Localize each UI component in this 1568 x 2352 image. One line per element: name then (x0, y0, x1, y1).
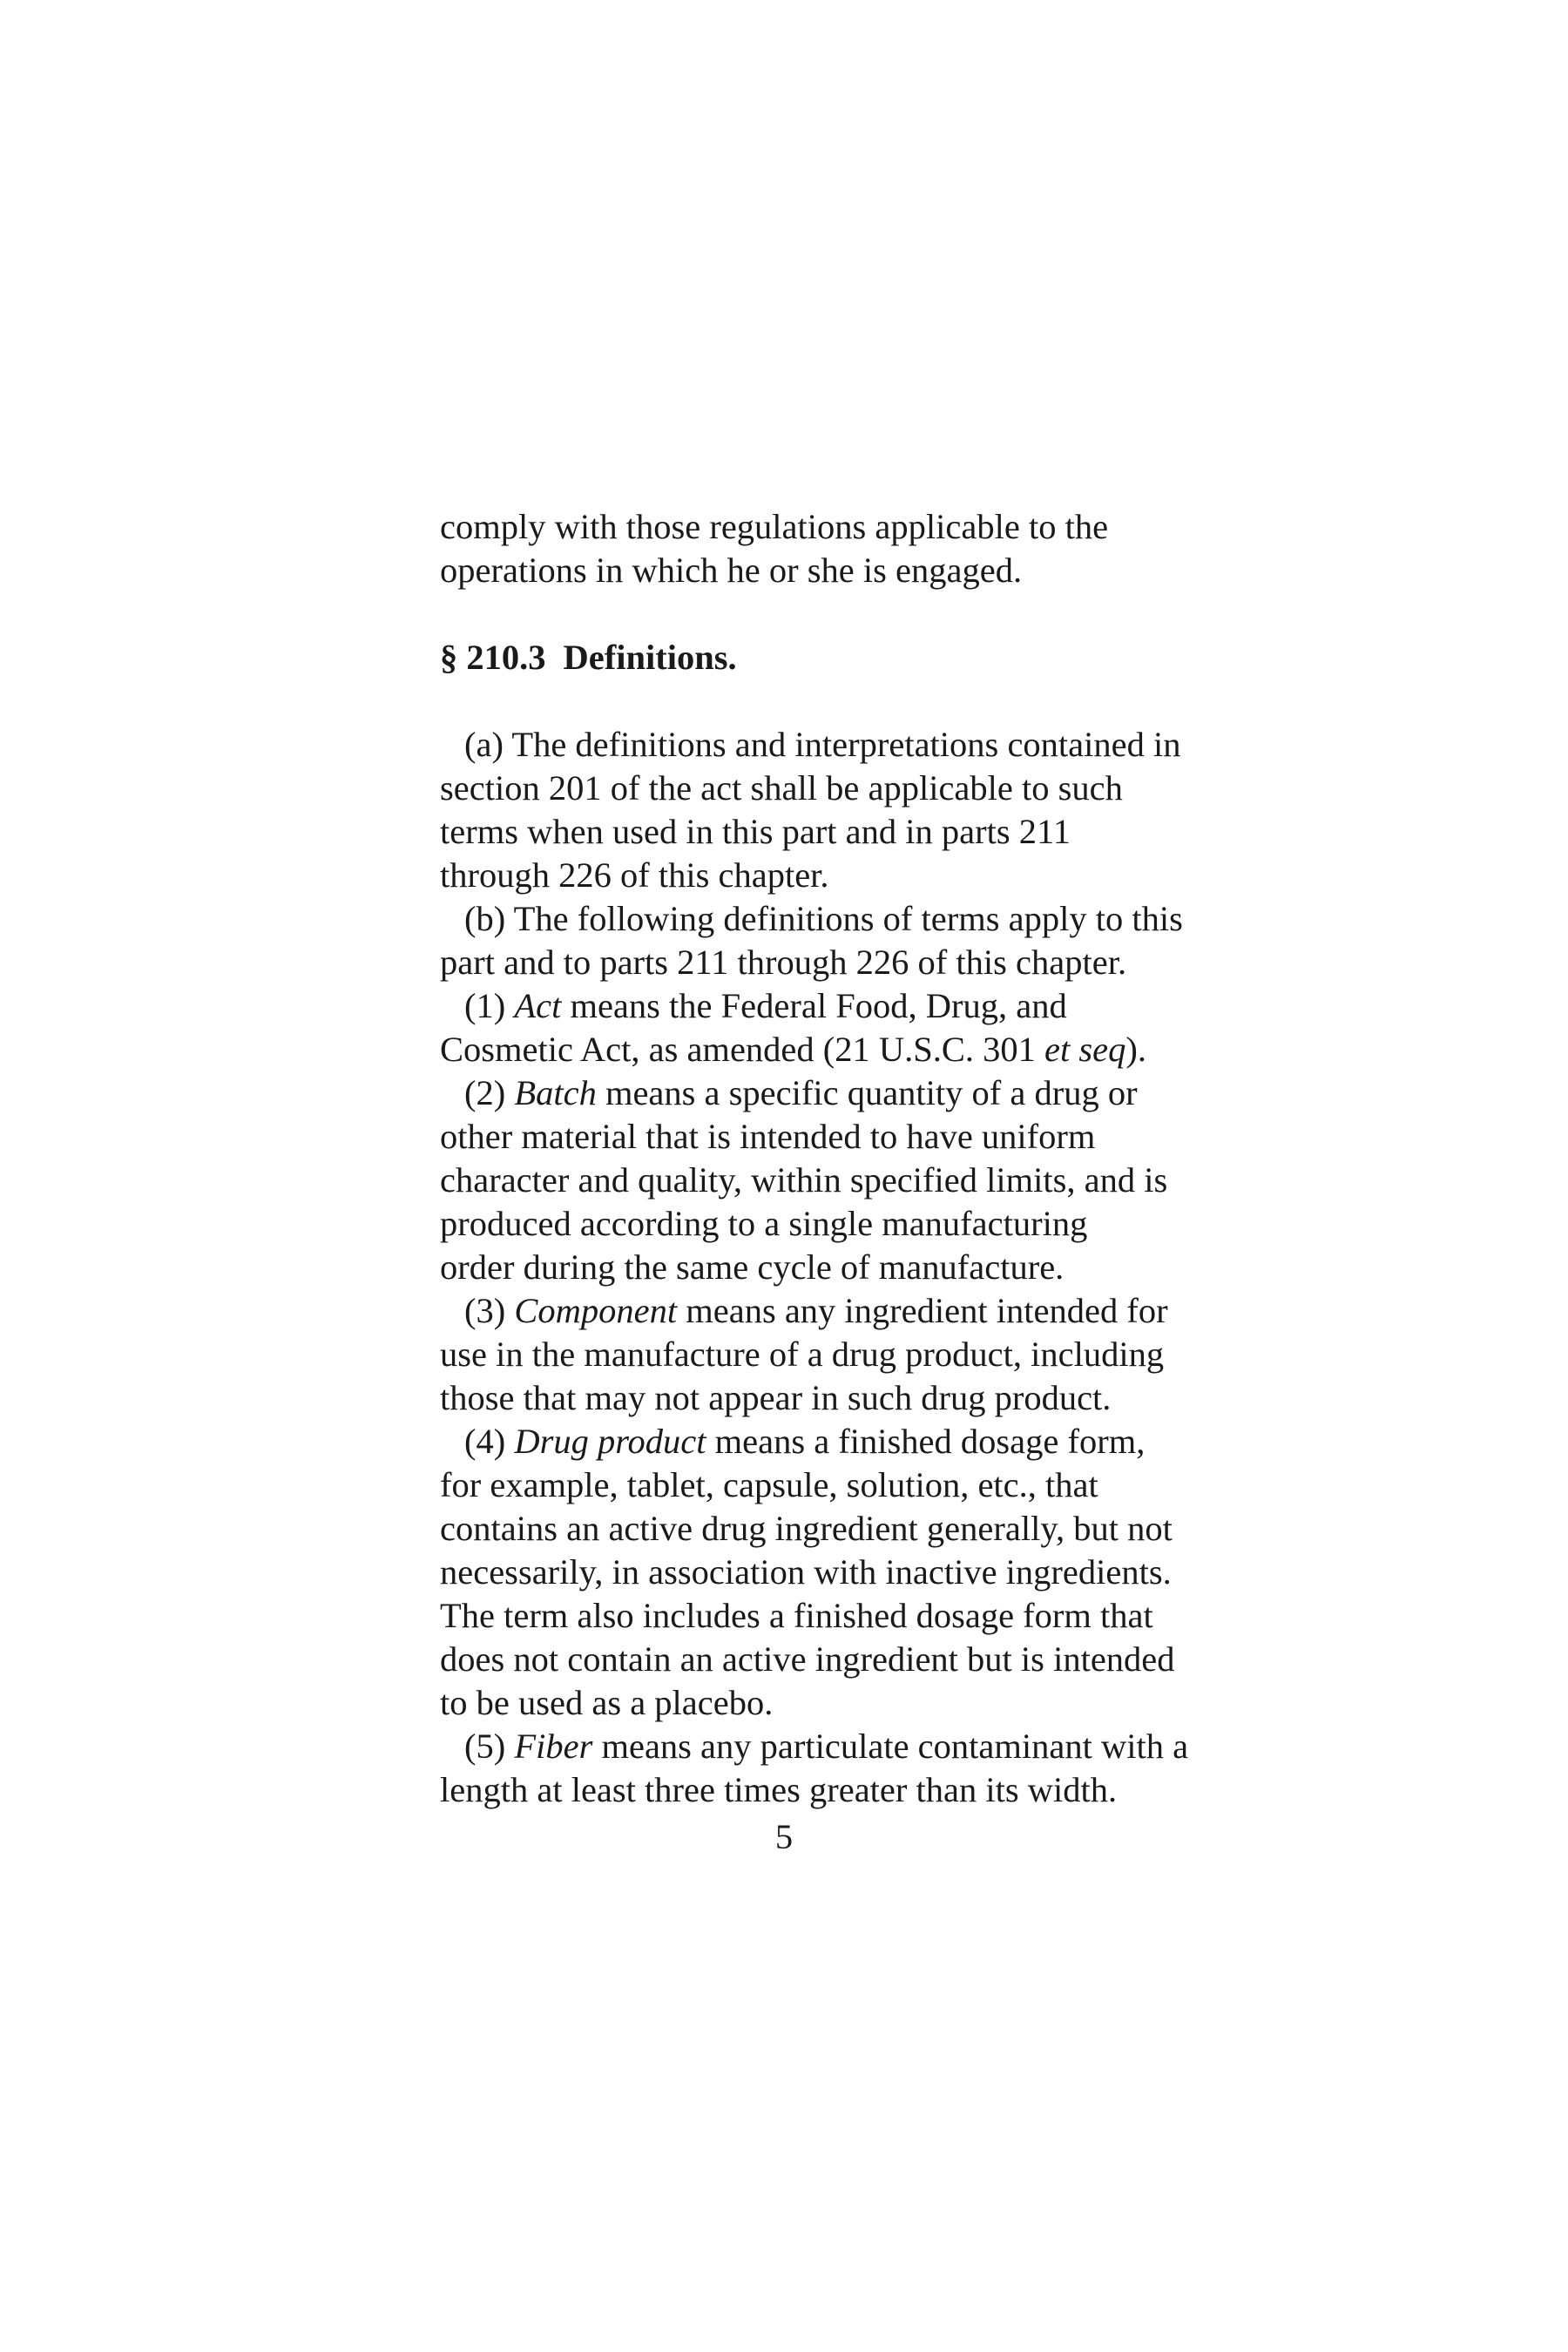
paragraph-a-line: through 226 of this chapter. (440, 855, 829, 895)
intro-line-1: comply with those regulations applicable to the (440, 507, 1109, 546)
definition-line: length at least three times greater than its width. (440, 1770, 1118, 1809)
definition-line: those that may not appear in such drug product. (440, 1378, 1112, 1417)
definition-term: Drug product (514, 1422, 706, 1461)
definition-text: Cosmetic Act, as amended (21 U.S.C. 301 (440, 1030, 1045, 1069)
paragraph-b-line: (b) The following definitions of terms apply to this (464, 899, 1183, 938)
definition-line: contains an active drug ingredient generally, but not (440, 1509, 1173, 1548)
definition-number: (2) (464, 1073, 515, 1112)
section-heading (440, 636, 1224, 679)
spacer (440, 592, 1224, 636)
paragraph-a (440, 723, 1224, 897)
definition-line (440, 1725, 1224, 1768)
definition-line: for example, tablet, capsule, solution, etc., that (440, 1465, 1098, 1504)
definition-line: character and quality, within specified limits, and is (440, 1160, 1168, 1200)
definition-line (440, 984, 1224, 1028)
spacer (440, 679, 1224, 723)
paragraph-a-line: (a) The definitions and interpretations contained in (464, 725, 1181, 764)
definition-text: means any ingredient intended for (677, 1291, 1168, 1330)
section-title: Definitions. (563, 638, 737, 677)
definition-term: Act (514, 986, 562, 1025)
definition-term: Batch (514, 1073, 597, 1112)
definition-batch (440, 1071, 1224, 1289)
definition-number: (1) (464, 986, 515, 1025)
definition-line (440, 1420, 1224, 1463)
definition-line (440, 1071, 1224, 1115)
intro-line-2: operations in which he or she is engaged. (440, 551, 1023, 590)
definition-line: to be used as a placebo. (440, 1683, 774, 1722)
page-number: 5 (774, 1817, 794, 1856)
definition-line (440, 1028, 1224, 1071)
definition-line: necessarily, in association with inactive ingredients. (440, 1552, 1172, 1592)
definition-line: use in the manufacture of a drug product, including (440, 1335, 1165, 1374)
definition-text: ). (1125, 1030, 1147, 1069)
definition-line: order during the same cycle of manufacture. (440, 1247, 1064, 1287)
page-text (440, 505, 1224, 1812)
definition-line: produced according to a single manufacturing (440, 1204, 1088, 1243)
definition-text: means the Federal Food, Drug, and (561, 986, 1067, 1025)
section-number: § 210.3 (440, 638, 546, 677)
definition-line (440, 1289, 1224, 1333)
definition-number: (5) (464, 1727, 515, 1766)
definition-drug-product (440, 1420, 1224, 1725)
definition-italic-text: et seq (1044, 1030, 1126, 1069)
definition-term: Fiber (514, 1727, 593, 1766)
paragraph-b-line: part and to parts 211 through 226 of this chapter. (440, 943, 1127, 982)
definition-line: does not contain an active ingredient but is intended (440, 1639, 1175, 1679)
definition-text: means a specific quantity of a drug or (596, 1073, 1138, 1112)
definition-act (440, 984, 1224, 1071)
definition-line: other material that is intended to have uniform (440, 1117, 1096, 1156)
definition-text: means a finished dosage form, (706, 1422, 1146, 1461)
definition-line: The term also includes a finished dosage form that (440, 1596, 1153, 1635)
definition-component (440, 1289, 1224, 1420)
paragraph-b (440, 897, 1224, 984)
definition-number: (3) (464, 1291, 515, 1330)
definition-term: Component (514, 1291, 678, 1330)
definition-number: (4) (464, 1422, 515, 1461)
definition-fiber (440, 1725, 1224, 1812)
paragraph-a-line: terms when used in this part and in parts 211 (440, 812, 1071, 851)
paragraph-a-line: section 201 of the act shall be applicable to such (440, 768, 1123, 808)
definition-text: means any particulate contaminant with a (592, 1727, 1189, 1766)
